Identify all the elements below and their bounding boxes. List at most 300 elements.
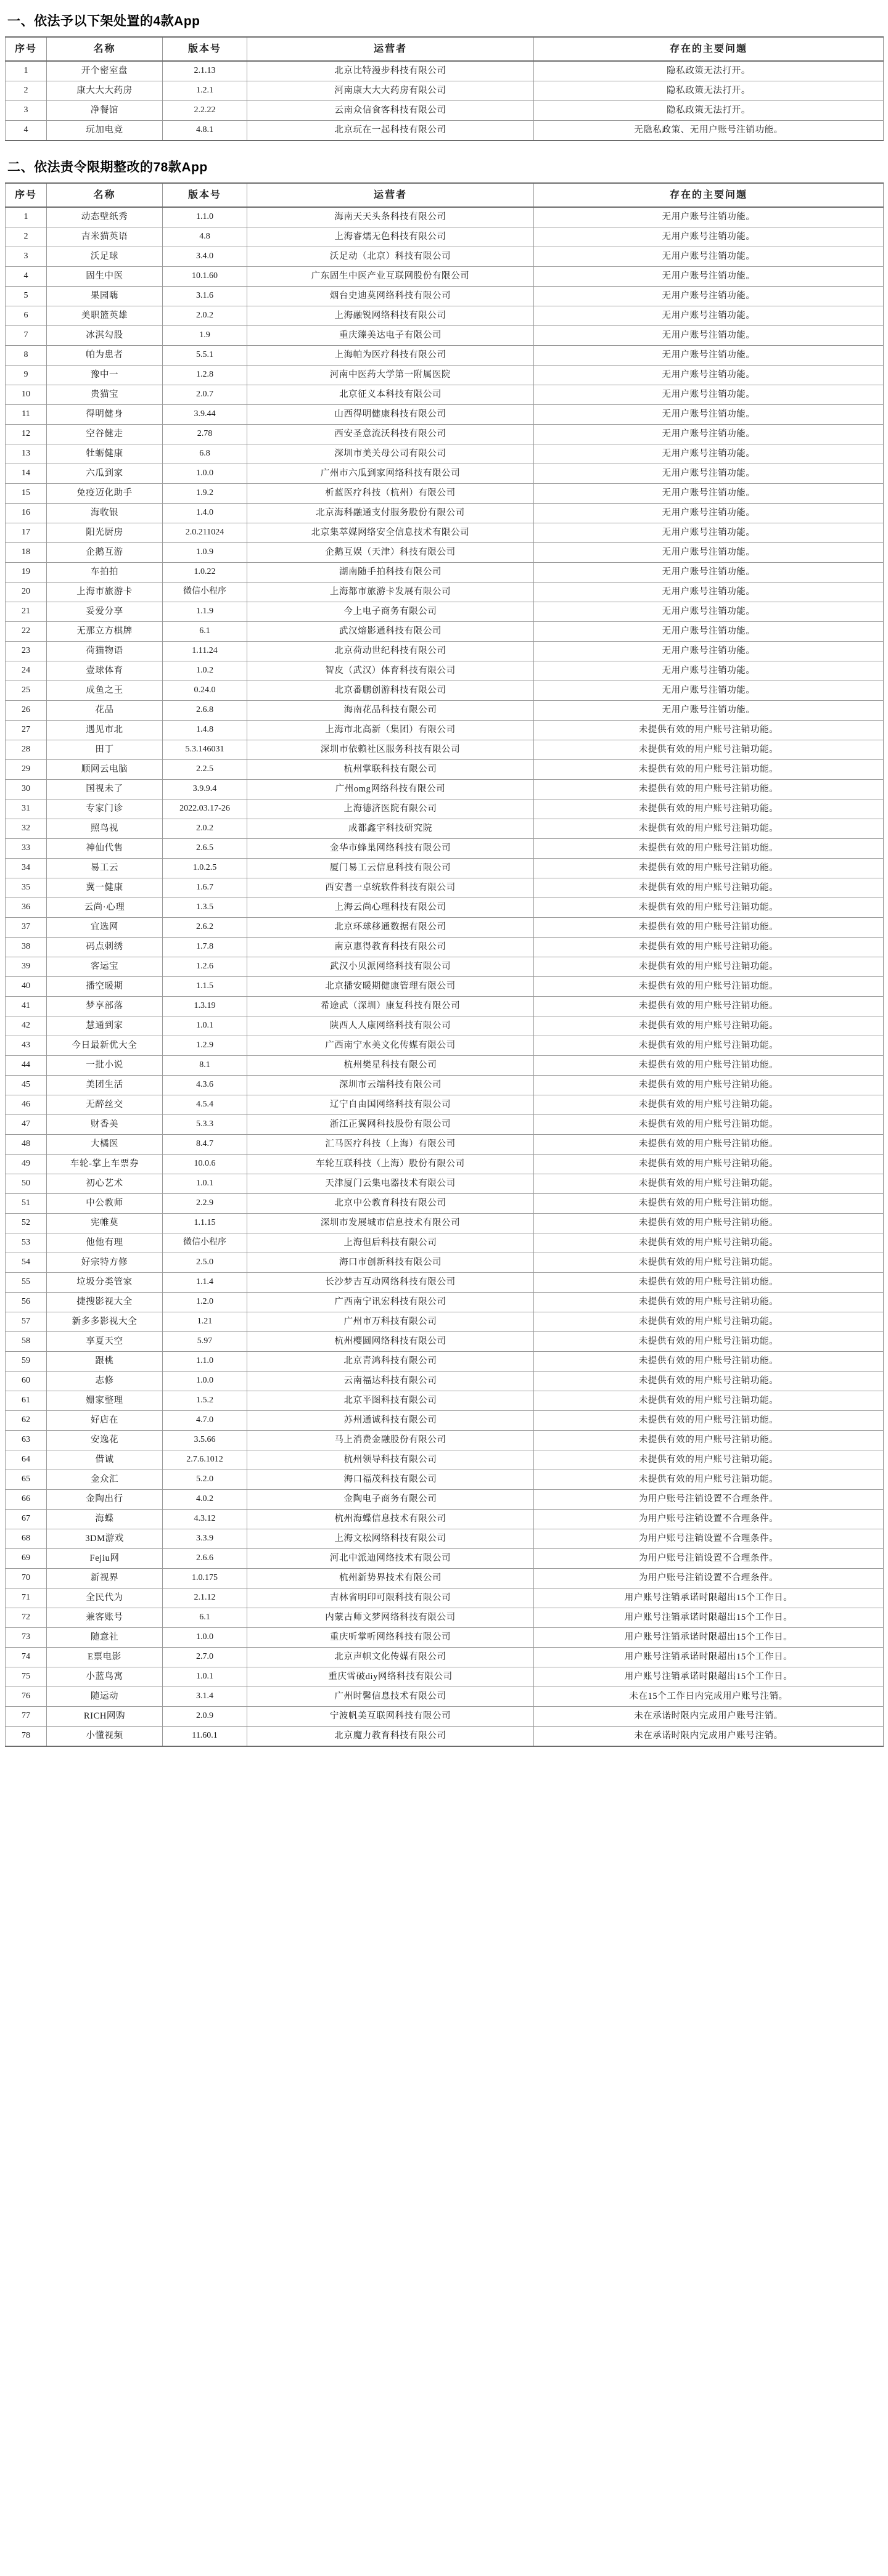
- cell-problem: 无用户账号注销功能。: [534, 346, 884, 366]
- cell-name: 田丁: [47, 740, 163, 760]
- column-header-name: 名称: [47, 37, 163, 61]
- cell-operator: 北京比特漫步科技有限公司: [247, 61, 534, 81]
- cell-problem: 用户账号注销承诺时限超出15个工作日。: [534, 1628, 884, 1648]
- cell-problem: 为用户账号注销设置不合理条件。: [534, 1529, 884, 1549]
- cell-problem: 无用户账号注销功能。: [534, 267, 884, 287]
- cell-problem: 未提供有效的用户账号注销功能。: [534, 1470, 884, 1490]
- cell-version: 2.6.2: [163, 918, 247, 938]
- table-row: [6, 1253, 884, 1273]
- cell-operator: 北京中公教育科技有限公司: [247, 1194, 534, 1214]
- cell-operator: 北京播安暖期健康管理有限公司: [247, 977, 534, 997]
- cell-index: 48: [6, 1135, 47, 1155]
- cell-problem: 未提供有效的用户账号注销功能。: [534, 1056, 884, 1076]
- cell-index: 57: [6, 1312, 47, 1332]
- cell-operator: 上海睿燸无色科技有限公司: [247, 227, 534, 247]
- cell-index: 23: [6, 642, 47, 661]
- cell-operator: 武汉小贝派网络科技有限公司: [247, 957, 534, 977]
- cell-index: 67: [6, 1510, 47, 1529]
- cell-version: 1.5.2: [163, 1391, 247, 1411]
- cell-name: 玩加电竞: [47, 121, 163, 141]
- cell-operator: 重庆听掌听网络科技有限公司: [247, 1628, 534, 1648]
- cell-problem: 用户账号注销承诺时限超出15个工作日。: [534, 1589, 884, 1608]
- cell-index: 11: [6, 405, 47, 425]
- cell-index: 2: [6, 81, 47, 101]
- cell-name: 借诚: [47, 1450, 163, 1470]
- column-header-name: 名称: [47, 183, 163, 207]
- cell-problem: 无用户账号注销功能。: [534, 563, 884, 583]
- cell-operator: 河南康大大大药房有限公司: [247, 81, 534, 101]
- cell-name: 冀一健康: [47, 878, 163, 898]
- cell-index: 38: [6, 938, 47, 957]
- cell-index: 63: [6, 1431, 47, 1450]
- cell-operator: 车轮互联科技（上海）股份有限公司: [247, 1155, 534, 1174]
- table-row: [6, 1569, 884, 1589]
- table-row: [6, 1115, 884, 1135]
- cell-operator: 重庆雪破diy网络科技有限公司: [247, 1667, 534, 1687]
- cell-problem: 无用户账号注销功能。: [534, 583, 884, 602]
- cell-index: 39: [6, 957, 47, 977]
- cell-version: 1.0.0: [163, 1628, 247, 1648]
- cell-name: 金众汇: [47, 1470, 163, 1490]
- table-row: [6, 1293, 884, 1312]
- cell-version: 4.5.4: [163, 1095, 247, 1115]
- cell-operator: 北京魔力教育科技有限公司: [247, 1727, 534, 1747]
- table-row: [6, 247, 884, 267]
- cell-index: 10: [6, 385, 47, 405]
- cell-version: 2.0.7: [163, 385, 247, 405]
- cell-version: 1.0.2.5: [163, 859, 247, 878]
- cell-index: 24: [6, 661, 47, 681]
- cell-problem: 未提供有效的用户账号注销功能。: [534, 898, 884, 918]
- cell-problem: 未提供有效的用户账号注销功能。: [534, 1194, 884, 1214]
- cell-index: 46: [6, 1095, 47, 1115]
- cell-index: 41: [6, 997, 47, 1016]
- cell-name: 新视界: [47, 1569, 163, 1589]
- cell-problem: 无用户账号注销功能。: [534, 326, 884, 346]
- table-row: [6, 1490, 884, 1510]
- cell-problem: 未提供有效的用户账号注销功能。: [534, 721, 884, 740]
- column-header-version: 版本号: [163, 37, 247, 61]
- table-row: [6, 1036, 884, 1056]
- cell-index: 76: [6, 1687, 47, 1707]
- cell-problem: 为用户账号注销设置不合理条件。: [534, 1569, 884, 1589]
- cell-version: 1.6.7: [163, 878, 247, 898]
- app-table-rectification: [5, 182, 884, 1747]
- cell-name: E票电影: [47, 1648, 163, 1667]
- cell-problem: 用户账号注销承诺时限超出15个工作日。: [534, 1608, 884, 1628]
- cell-version: 2.0.9: [163, 1707, 247, 1727]
- table-row: [6, 523, 884, 543]
- cell-version: 1.2.1: [163, 81, 247, 101]
- cell-version: 1.4.8: [163, 721, 247, 740]
- cell-version: 11.60.1: [163, 1727, 247, 1747]
- cell-operator: 辽宁自由国网络科技有限公司: [247, 1095, 534, 1115]
- cell-name: 云尚·心理: [47, 898, 163, 918]
- cell-version: 1.1.0: [163, 207, 247, 227]
- table-row: [6, 1391, 884, 1411]
- cell-problem: 未提供有效的用户账号注销功能。: [534, 760, 884, 780]
- cell-name: 易工云: [47, 859, 163, 878]
- cell-version: 3.1.6: [163, 287, 247, 306]
- table-row: [6, 1312, 884, 1332]
- cell-index: 29: [6, 760, 47, 780]
- cell-name: 美团生活: [47, 1076, 163, 1095]
- cell-problem: 用户账号注销承诺时限超出15个工作日。: [534, 1667, 884, 1687]
- cell-operator: 上海但后科技有限公司: [247, 1233, 534, 1253]
- cell-index: 30: [6, 780, 47, 799]
- cell-name: 净餐馆: [47, 101, 163, 121]
- table-row: [6, 1411, 884, 1431]
- cell-operator: 广西南宁讯宏科技有限公司: [247, 1293, 534, 1312]
- cell-name: 动态壁纸秀: [47, 207, 163, 227]
- cell-problem: 未提供有效的用户账号注销功能。: [534, 1293, 884, 1312]
- cell-name: 一批小说: [47, 1056, 163, 1076]
- cell-problem: 未提供有效的用户账号注销功能。: [534, 1174, 884, 1194]
- table-row: [6, 1214, 884, 1233]
- table-row: [6, 61, 884, 81]
- cell-operator: 金陶电子商务有限公司: [247, 1490, 534, 1510]
- cell-name: 冰淇勾股: [47, 326, 163, 346]
- cell-name: 果园嗨: [47, 287, 163, 306]
- cell-index: 20: [6, 583, 47, 602]
- table-row: [6, 1273, 884, 1293]
- cell-version: 3.1.4: [163, 1687, 247, 1707]
- cell-version: 4.3.6: [163, 1076, 247, 1095]
- table-row: [6, 1174, 884, 1194]
- cell-operator: 烟台史迪莫网络科技有限公司: [247, 287, 534, 306]
- cell-version: 1.2.9: [163, 1036, 247, 1056]
- cell-name: 好宗特方修: [47, 1253, 163, 1273]
- cell-name: 捷搜影视大全: [47, 1293, 163, 1312]
- cell-version: 1.3.19: [163, 997, 247, 1016]
- table-row: [6, 267, 884, 287]
- cell-problem: 未提供有效的用户账号注销功能。: [534, 918, 884, 938]
- column-header-index: 序号: [6, 183, 47, 207]
- cell-operator: 上海帕为医疗科技有限公司: [247, 346, 534, 366]
- cell-version: 2.6.8: [163, 701, 247, 721]
- cell-name: 初心艺术: [47, 1174, 163, 1194]
- cell-name: 顺网云电脑: [47, 760, 163, 780]
- cell-version: 2.7.6.1012: [163, 1450, 247, 1470]
- cell-problem: 无隐私政策、无用户账号注销功能。: [534, 121, 884, 141]
- table-row: [6, 484, 884, 504]
- cell-index: 74: [6, 1648, 47, 1667]
- table-row: [6, 385, 884, 405]
- section-heading-1: 一、依法予以下架处置的4款App: [7, 14, 200, 28]
- table-row: [6, 504, 884, 523]
- cell-version: 4.3.12: [163, 1510, 247, 1529]
- cell-version: 1.0.0: [163, 464, 247, 484]
- table-row: [6, 1372, 884, 1391]
- cell-operator: 沃足动（北京）科技有限公司: [247, 247, 534, 267]
- table-row: [6, 622, 884, 642]
- cell-index: 70: [6, 1569, 47, 1589]
- cell-version: 2.1.13: [163, 61, 247, 81]
- cell-version: 4.0.2: [163, 1490, 247, 1510]
- cell-problem: 无用户账号注销功能。: [534, 701, 884, 721]
- cell-operator: 析蓝医疗科技（杭州）有限公司: [247, 484, 534, 504]
- cell-name: 得明健身: [47, 405, 163, 425]
- cell-version: 3.4.0: [163, 247, 247, 267]
- cell-problem: 未提供有效的用户账号注销功能。: [534, 1095, 884, 1115]
- table-row: [6, 1510, 884, 1529]
- cell-name: 固生中医: [47, 267, 163, 287]
- cell-problem: 未提供有效的用户账号注销功能。: [534, 1155, 884, 1174]
- cell-version: 6.1: [163, 1608, 247, 1628]
- cell-operator: 云南众信食客科技有限公司: [247, 101, 534, 121]
- cell-index: 1: [6, 61, 47, 81]
- cell-name: 吉米猫英语: [47, 227, 163, 247]
- cell-index: 28: [6, 740, 47, 760]
- cell-index: 40: [6, 977, 47, 997]
- cell-version: 1.0.1: [163, 1667, 247, 1687]
- cell-operator: 金华市蜂巢网络科技有限公司: [247, 839, 534, 859]
- cell-index: 68: [6, 1529, 47, 1549]
- cell-name: 随运动: [47, 1687, 163, 1707]
- cell-version: 4.7.0: [163, 1411, 247, 1431]
- cell-problem: 隐私政策无法打开。: [534, 81, 884, 101]
- cell-name: 中公教师: [47, 1194, 163, 1214]
- table-row: [6, 918, 884, 938]
- cell-version: 1.0.9: [163, 543, 247, 563]
- cell-version: 1.9: [163, 326, 247, 346]
- cell-problem: 未提供有效的用户账号注销功能。: [534, 1233, 884, 1253]
- cell-name: 宜选网: [47, 918, 163, 938]
- cell-operator: 杭州海蝶信息技术有限公司: [247, 1510, 534, 1529]
- cell-version: 1.0.22: [163, 563, 247, 583]
- cell-problem: 未提供有效的用户账号注销功能。: [534, 1253, 884, 1273]
- cell-index: 54: [6, 1253, 47, 1273]
- cell-operator: 杭州新势界技术有限公司: [247, 1569, 534, 1589]
- cell-index: 58: [6, 1332, 47, 1352]
- cell-version: 2.2.22: [163, 101, 247, 121]
- cell-version: 2.6.5: [163, 839, 247, 859]
- cell-version: 2.1.12: [163, 1589, 247, 1608]
- cell-version: 1.4.0: [163, 504, 247, 523]
- column-header-index: 序号: [6, 37, 47, 61]
- cell-index: 34: [6, 859, 47, 878]
- cell-operator: 智皮（武汉）体育科技有限公司: [247, 661, 534, 681]
- cell-name: 小懂视频: [47, 1727, 163, 1747]
- table-row: [6, 1667, 884, 1687]
- cell-problem: 无用户账号注销功能。: [534, 504, 884, 523]
- cell-operator: 北京声帜文化传媒有限公司: [247, 1648, 534, 1667]
- table-row: [6, 425, 884, 444]
- cell-operator: 北京平图科技有限公司: [247, 1391, 534, 1411]
- cell-index: 2: [6, 227, 47, 247]
- cell-problem: 用户账号注销承诺时限超出15个工作日。: [534, 1648, 884, 1667]
- cell-index: 32: [6, 819, 47, 839]
- cell-operator: 天津厦门云集电器技术有限公司: [247, 1174, 534, 1194]
- cell-index: 6: [6, 306, 47, 326]
- cell-name: 慧通到家: [47, 1016, 163, 1036]
- cell-index: 72: [6, 1608, 47, 1628]
- cell-problem: 未提供有效的用户账号注销功能。: [534, 957, 884, 977]
- cell-problem: 无用户账号注销功能。: [534, 464, 884, 484]
- section-heading-2: 二、依法责令限期整改的78款App: [7, 160, 208, 175]
- table-header: [6, 183, 884, 207]
- cell-name: 康大大大药房: [47, 81, 163, 101]
- cell-index: 44: [6, 1056, 47, 1076]
- table-row: [6, 1608, 884, 1628]
- cell-index: 31: [6, 799, 47, 819]
- table-row: [6, 1470, 884, 1490]
- cell-name: 好店在: [47, 1411, 163, 1431]
- cell-problem: 未提供有效的用户账号注销功能。: [534, 1312, 884, 1332]
- cell-version: 1.0.2: [163, 661, 247, 681]
- page-bottom-spacer: [5, 1747, 883, 1763]
- cell-version: 1.2.8: [163, 366, 247, 385]
- cell-operator: 西安圣意流沃科技有限公司: [247, 425, 534, 444]
- cell-index: 5: [6, 287, 47, 306]
- cell-name: 金陶出行: [47, 1490, 163, 1510]
- cell-index: 51: [6, 1194, 47, 1214]
- cell-problem: 无用户账号注销功能。: [534, 642, 884, 661]
- table-row: [6, 1648, 884, 1667]
- cell-version: 1.1.0: [163, 1352, 247, 1372]
- cell-version: 1.1.9: [163, 602, 247, 622]
- cell-operator: 深圳市云端科技有限公司: [247, 1076, 534, 1095]
- cell-problem: 无用户账号注销功能。: [534, 385, 884, 405]
- cell-name: 海收银: [47, 504, 163, 523]
- cell-operator: 希途武（深圳）康复科技有限公司: [247, 997, 534, 1016]
- column-header-operator: 运营者: [247, 37, 534, 61]
- cell-index: 52: [6, 1214, 47, 1233]
- cell-problem: 未提供有效的用户账号注销功能。: [534, 1450, 884, 1470]
- cell-name: 无醉丝交: [47, 1095, 163, 1115]
- cell-index: 56: [6, 1293, 47, 1312]
- cell-problem: 无用户账号注销功能。: [534, 306, 884, 326]
- table-row: [6, 366, 884, 385]
- cell-index: 49: [6, 1155, 47, 1174]
- cell-problem: 无用户账号注销功能。: [534, 207, 884, 227]
- cell-operator: 今上电子商务有限公司: [247, 602, 534, 622]
- cell-problem: 无用户账号注销功能。: [534, 484, 884, 504]
- cell-name: 今日最新优大全: [47, 1036, 163, 1056]
- cell-operator: 重庆臻美达电子有限公司: [247, 326, 534, 346]
- cell-problem: 隐私政策无法打开。: [534, 101, 884, 121]
- cell-version: 0.24.0: [163, 681, 247, 701]
- cell-problem: 未提供有效的用户账号注销功能。: [534, 878, 884, 898]
- table-row: [6, 1549, 884, 1569]
- cell-operator: 北京番鹏创游科技有限公司: [247, 681, 534, 701]
- table-row: [6, 799, 884, 819]
- table-row: [6, 701, 884, 721]
- cell-operator: 马上消费金融股份有限公司: [247, 1431, 534, 1450]
- cell-version: 1.2.0: [163, 1293, 247, 1312]
- cell-operator: 南京惠得教育科技有限公司: [247, 938, 534, 957]
- cell-index: 55: [6, 1273, 47, 1293]
- table-row: [6, 207, 884, 227]
- cell-problem: 未提供有效的用户账号注销功能。: [534, 1135, 884, 1155]
- cell-name: 豫中一: [47, 366, 163, 385]
- cell-index: 60: [6, 1372, 47, 1391]
- cell-operator: 杭州樱圆网络科技有限公司: [247, 1332, 534, 1352]
- column-header-operator: 运营者: [247, 183, 534, 207]
- cell-version: 1.1.4: [163, 1273, 247, 1293]
- cell-problem: 未提供有效的用户账号注销功能。: [534, 1332, 884, 1352]
- cell-index: 33: [6, 839, 47, 859]
- cell-name: 专家门诊: [47, 799, 163, 819]
- cell-name: 妥爱分享: [47, 602, 163, 622]
- cell-index: 75: [6, 1667, 47, 1687]
- table-row: [6, 1095, 884, 1115]
- column-header-version: 版本号: [163, 183, 247, 207]
- cell-name: 海蝶: [47, 1510, 163, 1529]
- cell-problem: 未提供有效的用户账号注销功能。: [534, 1431, 884, 1450]
- cell-index: 78: [6, 1727, 47, 1747]
- cell-problem: 未提供有效的用户账号注销功能。: [534, 799, 884, 819]
- cell-name: 3DM游戏: [47, 1529, 163, 1549]
- cell-name: 遇见市北: [47, 721, 163, 740]
- cell-operator: 企鹅互娱（天津）科技有限公司: [247, 543, 534, 563]
- cell-problem: 未提供有效的用户账号注销功能。: [534, 1273, 884, 1293]
- cell-name: 上海市旅游卡: [47, 583, 163, 602]
- cell-problem: 未在承诺时限内完成用户账号注销。: [534, 1727, 884, 1747]
- cell-problem: 未提供有效的用户账号注销功能。: [534, 1115, 884, 1135]
- cell-version: 4.8: [163, 227, 247, 247]
- cell-version: 5.3.3: [163, 1115, 247, 1135]
- cell-version: 1.2.6: [163, 957, 247, 977]
- cell-operator: 西安耆一卓统软件科技有限公司: [247, 878, 534, 898]
- cell-problem: 未提供有效的用户账号注销功能。: [534, 1036, 884, 1056]
- cell-index: 9: [6, 366, 47, 385]
- cell-index: 77: [6, 1707, 47, 1727]
- cell-operator: 深圳市依赖社区服务科技有限公司: [247, 740, 534, 760]
- cell-name: 无那立方棋牌: [47, 622, 163, 642]
- cell-version: 5.3.146031: [163, 740, 247, 760]
- cell-index: 50: [6, 1174, 47, 1194]
- cell-version: 1.3.5: [163, 898, 247, 918]
- cell-operator: 海南花品科技有限公司: [247, 701, 534, 721]
- cell-version: 8.4.7: [163, 1135, 247, 1155]
- table-row: [6, 1431, 884, 1450]
- cell-operator: 杭州掌联科技有限公司: [247, 760, 534, 780]
- table-row: [6, 346, 884, 366]
- cell-index: 14: [6, 464, 47, 484]
- cell-operator: 北京荷动世纪科技有限公司: [247, 642, 534, 661]
- cell-name: 垃圾分类管家: [47, 1273, 163, 1293]
- cell-name: 车轮-掌上车票券: [47, 1155, 163, 1174]
- table-row: [6, 1628, 884, 1648]
- cell-index: 17: [6, 523, 47, 543]
- cell-name: 车拍拍: [47, 563, 163, 583]
- cell-version: 5.5.1: [163, 346, 247, 366]
- table-row: [6, 977, 884, 997]
- cell-index: 16: [6, 504, 47, 523]
- cell-index: 66: [6, 1490, 47, 1510]
- table-row: [6, 81, 884, 101]
- cell-problem: 未提供有效的用户账号注销功能。: [534, 780, 884, 799]
- cell-name: 壹球体育: [47, 661, 163, 681]
- table-row: [6, 1056, 884, 1076]
- cell-index: 73: [6, 1628, 47, 1648]
- cell-operator: 河北中派迪网络技术有限公司: [247, 1549, 534, 1569]
- table-row: [6, 819, 884, 839]
- cell-operator: 上海德济医院有限公司: [247, 799, 534, 819]
- cell-operator: 海口市创新科技有限公司: [247, 1253, 534, 1273]
- cell-name: 六瓜到家: [47, 464, 163, 484]
- cell-operator: 杭州领导科技有限公司: [247, 1450, 534, 1470]
- table-row: [6, 1707, 884, 1727]
- cell-version: 微信小程序: [163, 583, 247, 602]
- cell-name: 兼客账号: [47, 1608, 163, 1628]
- cell-problem: 为用户账号注销设置不合理条件。: [534, 1510, 884, 1529]
- cell-problem: 未提供有效的用户账号注销功能。: [534, 1411, 884, 1431]
- cell-problem: 未提供有效的用户账号注销功能。: [534, 740, 884, 760]
- cell-name: 宪帷莫: [47, 1214, 163, 1233]
- cell-operator: 浙江正翼网科技股份有限公司: [247, 1115, 534, 1135]
